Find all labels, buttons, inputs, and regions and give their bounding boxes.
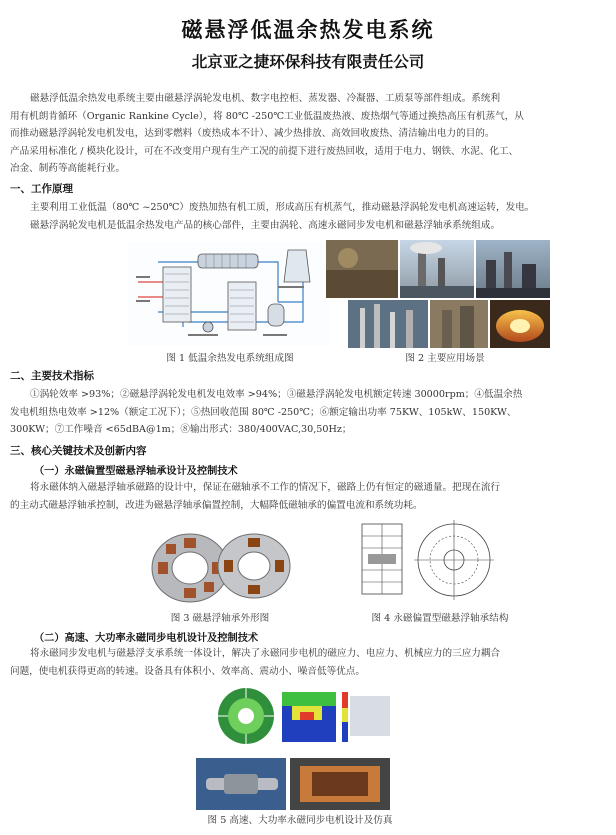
intro-line: 磁悬浮低温余热发电系统主要由磁悬浮涡轮发电机、数字电控柜、蒸发器、冷凝器、工质泵等部件组成。系统利 bbox=[30, 93, 501, 104]
page-title: 磁悬浮低温余热发电系统 bbox=[181, 17, 435, 42]
bearing-paragraph bbox=[10, 479, 610, 514]
principle-line: 磁悬浮涡轮发电机是低温余热发电产品的核心部件，主要由涡轮、高速永磁同步发电机和磁悬浮轴承系统组成。 bbox=[30, 219, 501, 231]
subsection-heading-motor: （二）高速、大功率永磁同步电机设计及控制技术 bbox=[34, 633, 259, 644]
bearing-structure-schematic bbox=[358, 514, 498, 606]
figure-1-system-diagram bbox=[128, 242, 330, 346]
bearing-photo bbox=[142, 516, 302, 606]
company-name: 北京亚之捷环保科技有限责任公司 bbox=[191, 52, 425, 71]
intro-line: 产品采用标准化 / 模块化设计，可在不改变用户现有生产工况的前提下进行废热回收，适用于电力、钢铁、水泥、化工、 bbox=[10, 145, 519, 157]
figure-5-caption: 图 5 高速、大功率永磁同步电机设计及仿真 bbox=[207, 815, 393, 826]
motor-paragraph bbox=[10, 645, 610, 680]
subsection-heading-bearing: （一）永磁偏置型磁悬浮轴承设计及控制技术 bbox=[34, 466, 238, 477]
bearing-line: 的主动式磁悬浮轴承控制，改进为磁悬浮轴承偏置控制，大幅降低磁轴承的偏置电流和系统功耗。 bbox=[10, 499, 423, 511]
intro-line: 冶金、制药等高能耗行业。 bbox=[10, 163, 126, 174]
figure-3-caption: 图 3 磁悬浮轴承外形图 bbox=[170, 613, 270, 624]
principle-line: 主要利用工业低温（80℃ ~250℃）废热加热有机工质，形成高压有机蒸气，推动磁悬浮涡轮发电机高速运转，发电。 bbox=[30, 202, 535, 213]
figure-4-caption: 图 4 永磁偏置型磁悬浮轴承结构 bbox=[371, 613, 509, 624]
section-heading-core-tech: 三、核心关键技术及创新内容 bbox=[10, 445, 147, 457]
motor-line: 将永磁同步发电机与磁悬浮支承系统一体设计，解决了永磁同步电机的磁应力、电应力、机械应力的三应力耦合 bbox=[30, 648, 501, 659]
specs-line: 300KW；⑦工作噪音 <65dBA@1m；⑧输出形式：380/400VAC,30,50Hz； bbox=[10, 424, 352, 435]
intro-line: 用有机朗肯循环（Organic Rankine Cycle），将 80℃ -250℃工业低温废热液、废热烟气等通过换热高压有机蒸气，从 bbox=[10, 110, 524, 122]
figure-4-bearing-structure bbox=[358, 514, 498, 606]
specs-line: 发电机组热电效率 >12%（额定工况下）；⑤热回收范围 80℃ -250℃；⑥额定输出功率 75KW、105kW、150KW、 bbox=[10, 406, 517, 418]
figure-2-application-scenes bbox=[326, 240, 550, 348]
figure-3-bearing-photo bbox=[142, 516, 302, 606]
motor-simulation-images bbox=[196, 686, 406, 810]
figure-1-caption: 图 1 低温余热发电系统组成图 bbox=[166, 353, 294, 364]
intro-line: 而推动磁悬浮涡轮发电机发电，达到零燃料（废热成本不计）、减少热排放、高效回收废热、清洁输出电力的目的。 bbox=[10, 128, 495, 139]
section-heading-specs: 二、主要技术指标 bbox=[10, 370, 94, 382]
principle-paragraph bbox=[10, 199, 610, 234]
specs-paragraph bbox=[10, 386, 610, 439]
specs-line: ①涡轮效率 >93%；②磁悬浮涡轮发电机发电效率 >94%；③磁悬浮涡轮发电机额定转速 30000rpm；④低温余热 bbox=[30, 389, 523, 400]
system-diagram-graphic bbox=[128, 242, 330, 346]
bearing-line: 将永磁体纳入磁悬浮轴承磁路的设计中，保证在磁轴承不工作的情况下，磁路上仍有恒定的磁通量。把现在流行 bbox=[30, 482, 501, 493]
figure-5-motor-simulation bbox=[196, 686, 406, 810]
figure-2-caption: 图 2 主要应用场景 bbox=[405, 353, 485, 364]
section-heading-principle: 一、工作原理 bbox=[10, 183, 73, 195]
application-scenes-photo bbox=[326, 240, 550, 348]
intro-paragraph bbox=[10, 90, 606, 178]
motor-line: 问题，使电机获得更高的转速。设备具有体积小、效率高、震动小、噪音低等优点。 bbox=[10, 665, 365, 677]
